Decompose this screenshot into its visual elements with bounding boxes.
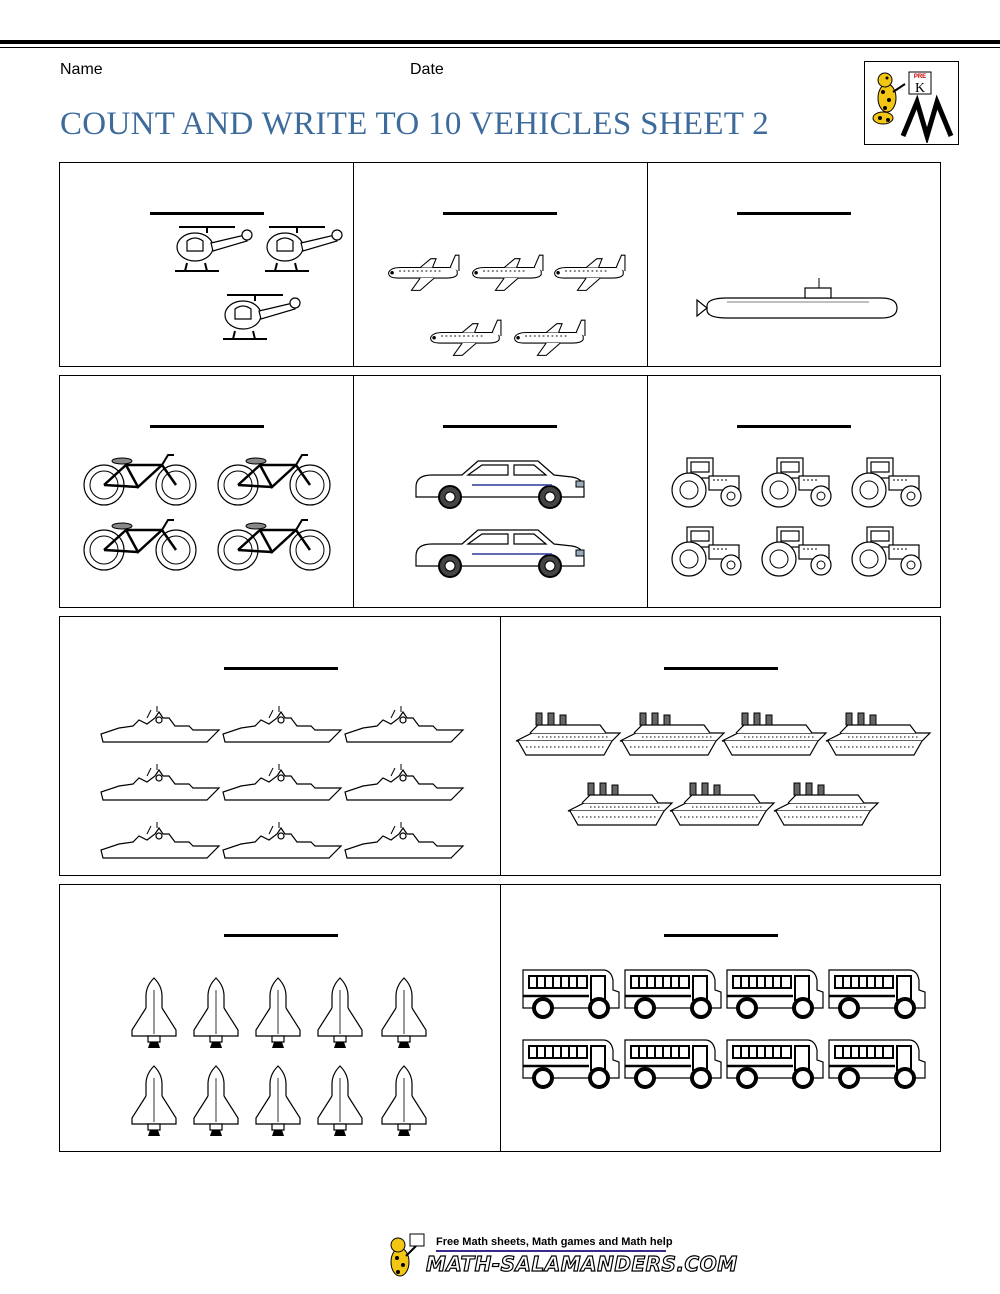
count-box-submarine [647, 162, 941, 367]
count-box-bicycles [59, 375, 354, 608]
count-box-tractors [647, 375, 941, 608]
space-shuttle-icon [382, 978, 426, 1048]
cruise-ship-icon [774, 783, 878, 825]
submarine-icon [697, 278, 897, 318]
space-shuttle-icon [382, 1066, 426, 1136]
school-bus-icon [523, 1040, 619, 1087]
salamander-mascot-icon [873, 73, 905, 124]
footer-logo[interactable] [380, 1232, 738, 1284]
bicycle-icon [84, 520, 196, 570]
count-box-airplanes [353, 162, 648, 367]
count-box-cars [353, 375, 648, 608]
space-shuttle-icon [318, 978, 362, 1048]
footer-salamander-icon [380, 1232, 428, 1284]
helicopter-icon [175, 227, 252, 271]
bicycle-icon [218, 520, 330, 570]
bicycle-icon [218, 455, 330, 505]
warship-icon [223, 822, 341, 858]
count-box-space-shuttles [59, 884, 501, 1152]
tractor-icon [852, 527, 921, 576]
cruise-ship-icon [568, 783, 672, 825]
helicopter-icon [223, 295, 300, 339]
car-icon [416, 530, 584, 577]
bicycle-icon [84, 455, 196, 505]
school-bus-icon [727, 1040, 823, 1087]
space-shuttle-icon [132, 1066, 176, 1136]
airplane-icons [354, 163, 649, 368]
airplane-icon [389, 255, 459, 290]
car-icons [354, 376, 649, 609]
header-rule-thin [0, 47, 1000, 48]
cruise-ship-icons [501, 617, 942, 877]
space-shuttle-icons [60, 885, 502, 1153]
warship-icon [223, 706, 341, 742]
school-bus-icon [829, 1040, 925, 1087]
space-shuttle-icon [132, 978, 176, 1048]
school-bus-icon [829, 970, 925, 1017]
space-shuttle-icon [318, 1066, 362, 1136]
warship-icon [345, 706, 463, 742]
school-bus-icon [523, 970, 619, 1017]
count-box-warships [59, 616, 501, 876]
logo-letter: K [914, 81, 926, 96]
footer-tagline: Free Math sheets, Math games and Math help [436, 1236, 673, 1248]
header-rule-thick [0, 40, 1000, 44]
tractor-icon [672, 527, 741, 576]
tractor-icon [852, 458, 921, 507]
cruise-ship-icon [826, 713, 930, 755]
warship-icons [60, 617, 502, 877]
car-icon [416, 461, 584, 508]
tractor-icon [762, 527, 831, 576]
airplane-icon [555, 255, 625, 290]
school-bus-icon [625, 970, 721, 1017]
helicopter-icons [60, 163, 355, 368]
warship-icon [223, 764, 341, 800]
airplane-icon [431, 320, 501, 355]
space-shuttle-icon [194, 978, 238, 1048]
bicycle-icons [60, 376, 355, 609]
name-label: Name [60, 61, 103, 78]
tractor-icon [762, 458, 831, 507]
school-bus-icons [501, 885, 942, 1153]
tractor-icons [648, 376, 942, 609]
count-box-school-buses [500, 884, 941, 1152]
cruise-ship-icon [670, 783, 774, 825]
helicopter-icon [265, 227, 342, 271]
warship-icon [101, 822, 219, 858]
airplane-icon [473, 255, 543, 290]
school-bus-icon [625, 1040, 721, 1087]
cruise-ship-icon [516, 713, 620, 755]
date-label: Date [410, 61, 444, 78]
warship-icon [101, 764, 219, 800]
warship-icon [345, 764, 463, 800]
tractor-icon [672, 458, 741, 507]
cruise-ship-icon [620, 713, 724, 755]
count-box-cruise-ships [500, 616, 941, 876]
space-shuttle-icon [256, 1066, 300, 1136]
prek-logo [864, 61, 959, 145]
space-shuttle-icon [194, 1066, 238, 1136]
logo-badge: PRE [913, 74, 927, 80]
cruise-ship-icon [722, 713, 826, 755]
warship-icon [101, 706, 219, 742]
airplane-icon [515, 320, 585, 355]
space-shuttle-icon [256, 978, 300, 1048]
warship-icon [345, 822, 463, 858]
school-bus-icon [727, 970, 823, 1017]
count-box-helicopters [59, 162, 354, 367]
page-title: COUNT AND WRITE TO 10 VEHICLES SHEET 2 [60, 106, 770, 142]
footer-url[interactable]: MATH-SALAMANDERS.COM [426, 1252, 738, 1276]
submarine-icons [648, 163, 942, 368]
